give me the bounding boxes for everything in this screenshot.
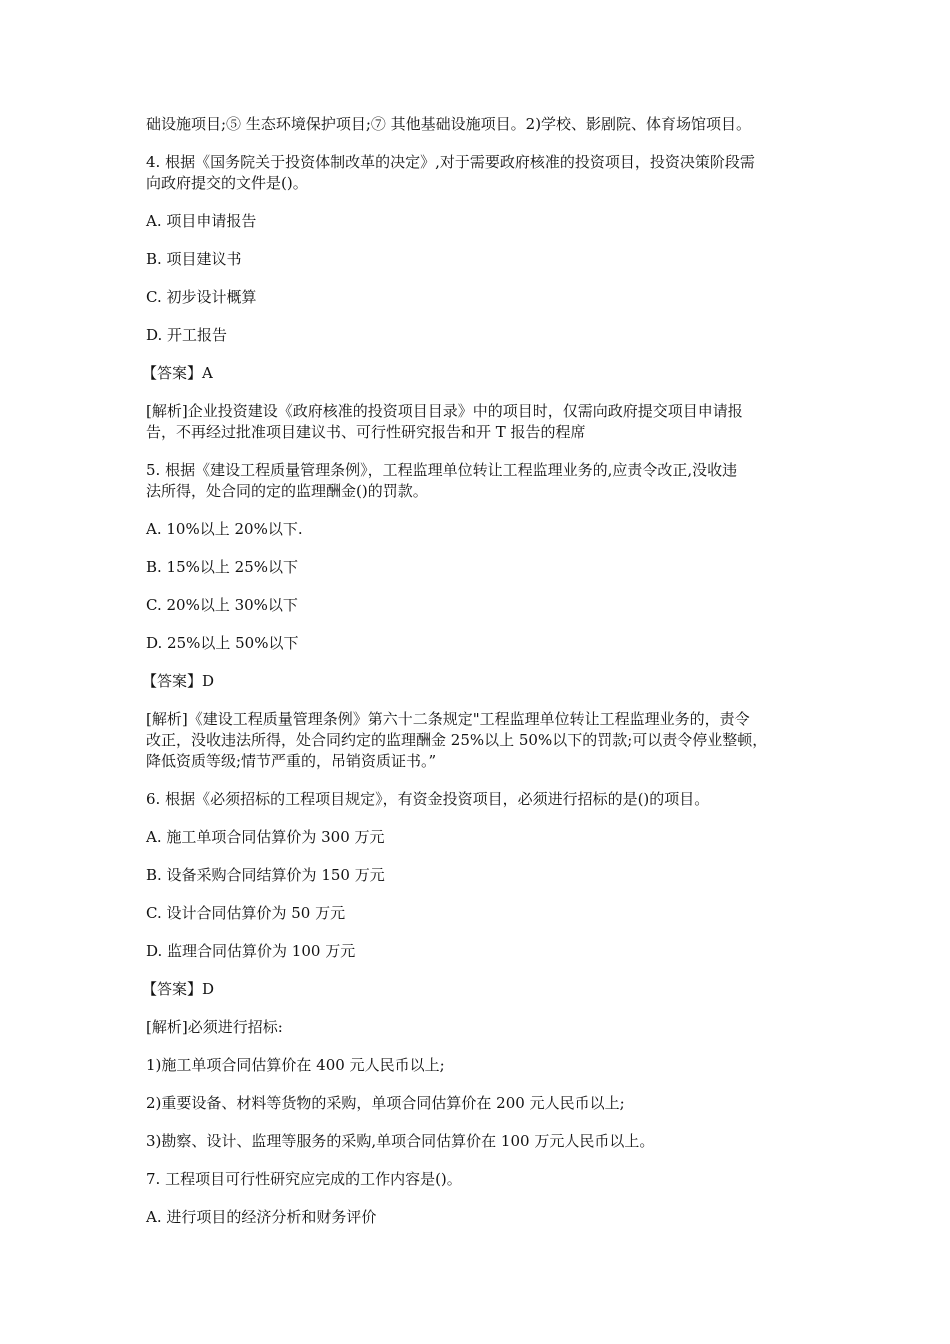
explanation bbox=[146, 401, 814, 443]
question-6 bbox=[146, 789, 814, 810]
text-line: B. 15%以上 25%以下 bbox=[146, 558, 299, 576]
text-line: 4. 根据《国务院关于投资体制改革的决定》,对于需要政府核准的投资项目，投资决策阶段需 bbox=[146, 153, 755, 171]
document-page bbox=[142, 114, 814, 1245]
text-line: 1)施工单项合同估算价在 400 元人民币以上; bbox=[146, 1056, 445, 1074]
explanation-item bbox=[146, 1055, 814, 1076]
text-line: C. 设计合同估算价为 50 万元 bbox=[146, 904, 346, 922]
answer-label bbox=[142, 363, 814, 384]
option-c bbox=[146, 287, 814, 308]
text-paragraph bbox=[146, 114, 814, 135]
text-line: 2)重要设备、材料等货物的采购，单项合同估算价在 200 元人民币以上; bbox=[146, 1094, 625, 1112]
text-line: D. 25%以上 50%以下 bbox=[146, 634, 299, 652]
text-line: [解析]企业投资建设《政府核准的投资项目目录》中的项目时，仅需向政府提交项目申请报 bbox=[146, 402, 743, 420]
text-line: 6. 根据《必须招标的工程项目规定》，有资金投资项目，必须进行招标的是()的项目。 bbox=[146, 790, 710, 808]
text-line: 7. 工程项目可行性研究应完成的工作内容是()。 bbox=[146, 1170, 462, 1188]
text-line: A. 进行项目的经济分析和财务评价 bbox=[146, 1208, 377, 1226]
question-7 bbox=[146, 1169, 814, 1190]
text-line: 【答案】D bbox=[142, 672, 215, 690]
option-b bbox=[146, 865, 814, 886]
explanation-item bbox=[146, 1093, 814, 1114]
option-d bbox=[146, 941, 814, 962]
text-line: D. 监理合同估算价为 100 万元 bbox=[146, 942, 356, 960]
text-line: 改正，没收违法所得，处合同约定的监理酬金 25%以上 50%以下的罚款;可以责令停业整顿， bbox=[146, 731, 768, 749]
text-line: D. 开工报告 bbox=[146, 326, 228, 344]
option-d bbox=[146, 325, 814, 346]
text-line: [解析]必须进行招标: bbox=[146, 1018, 283, 1036]
text-line: B. 设备采购合同结算价为 150 万元 bbox=[146, 866, 385, 884]
text-line: C. 20%以上 30%以下 bbox=[146, 596, 298, 614]
option-a bbox=[146, 827, 814, 848]
explanation bbox=[146, 709, 814, 772]
text-line: A. 10%以上 20%以下. bbox=[146, 520, 303, 538]
text-line: 【答案】D bbox=[142, 980, 215, 998]
option-b bbox=[146, 557, 814, 578]
option-d bbox=[146, 633, 814, 654]
answer-label bbox=[142, 671, 814, 692]
option-a bbox=[146, 519, 814, 540]
text-line: 向政府提交的文件是()。 bbox=[146, 174, 308, 192]
text-line: C. 初步设计概算 bbox=[146, 288, 257, 306]
question-4 bbox=[146, 152, 814, 194]
explanation bbox=[146, 1017, 814, 1038]
option-a bbox=[146, 211, 814, 232]
option-a bbox=[146, 1207, 814, 1228]
text-line: 【答案】A bbox=[142, 364, 213, 382]
text-line: A. 项目申请报告 bbox=[146, 212, 257, 230]
text-line: A. 施工单项合同估算价为 300 万元 bbox=[146, 828, 385, 846]
option-c bbox=[146, 903, 814, 924]
text-line: 5. 根据《建设工程质量管理条例》，工程监理单位转让工程监理业务的,应责令改正,没收违 bbox=[146, 461, 738, 479]
text-line: B. 项目建议书 bbox=[146, 250, 242, 268]
text-line: 础设施项目;⑤ 生态环境保护项目;⑦ 其他基础设施项目。2)学校、影剧院、体育场馆项目。 bbox=[146, 115, 752, 133]
text-line: [解析]《建设工程质量管理条例》第六十二条规定"工程监理单位转让工程监理业务的，责令 bbox=[146, 710, 750, 728]
option-b bbox=[146, 249, 814, 270]
text-line: 法所得，处合同的定的监理酬金()的罚款。 bbox=[146, 482, 428, 500]
option-c bbox=[146, 595, 814, 616]
answer-label bbox=[142, 979, 814, 1000]
explanation-item bbox=[146, 1131, 814, 1152]
text-line: 告，不再经过批准项目建议书、可行性研究报告和开 T 报告的程席 bbox=[146, 423, 586, 441]
text-line: 3)勘察、设计、监理等服务的采购,单项合同估算价在 100 万元人民币以上。 bbox=[146, 1132, 655, 1150]
text-line: 降低资质等级;情节严重的，吊销资质证书。” bbox=[146, 752, 437, 770]
question-5 bbox=[146, 460, 814, 502]
